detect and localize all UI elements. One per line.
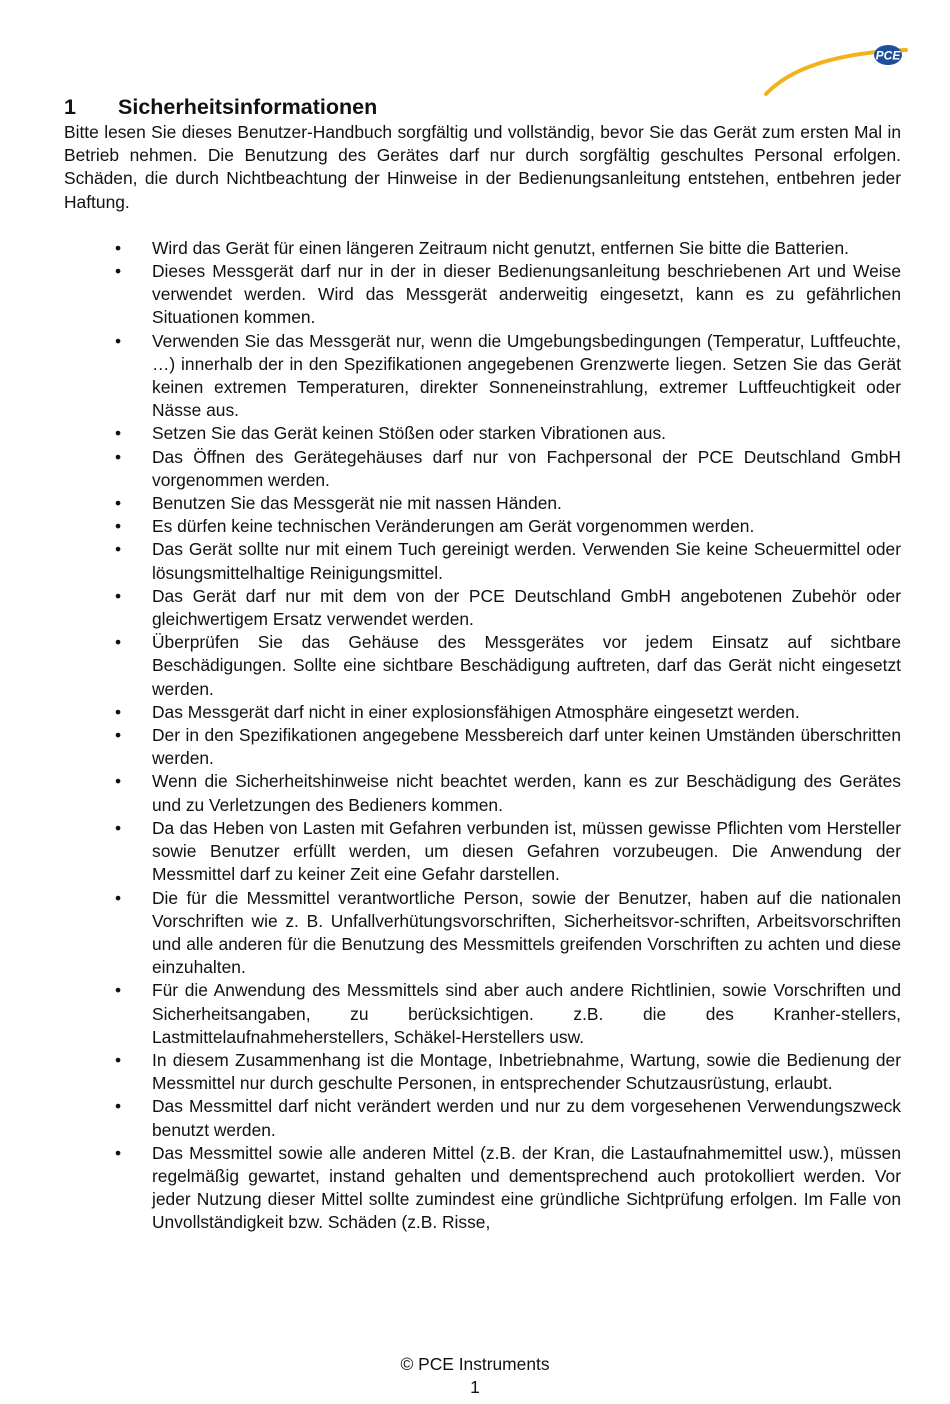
bullet-marker: •: [114, 632, 122, 653]
list-item-text: Die für die Messmittel verantwortliche Person, sowie der Benutzer, haben auf die nationalen Vorschriften wie z. B. Unfallverhütungsvorschriften, Sicherheitsvor-schriften, Arbeitsvorschriften und alle anderen für die Benutzung des Messmittels greifenden Vorschriften zu achten und diese einzuhalten.: [152, 887, 901, 978]
list-item-text: Das Messgerät darf nicht in einer explosionsfähigen Atmosphäre eingesetzt werden.: [152, 701, 800, 722]
logo-text: PCE: [875, 48, 901, 63]
list-item: [64, 260, 901, 330]
list-item: [64, 887, 901, 980]
bullet-marker: •: [114, 725, 122, 746]
page-number: 1: [470, 1377, 480, 1397]
list-item-text: Dieses Messgerät darf nur in der in dieser Bedienungsanleitung beschriebenen Art und Weise verwendet werden. Wird das Messgerät anderweitig eingesetzt, kann es zu gefährlichen Situationen kommen.: [152, 261, 901, 328]
bullet-marker: •: [114, 539, 122, 560]
section-heading: [64, 94, 901, 121]
intro-paragraph: Bitte lesen Sie dieses Benutzer-Handbuch sorgfältig und vollständig, bevor Sie das Gerät zum ersten Mal in Betrieb nehmen. Die Benutzung des Gerätes darf nur durch sorgfältig geschultes Personal erfolgen. Schäden, die durch Nichtbeachtung der Hinweise in der Bedienungsanleitung entstehen, entbehren jeder Haftung.: [64, 122, 901, 212]
list-item: [64, 1095, 901, 1141]
list-item-text: Benutzen Sie das Messgerät nie mit nassen Händen.: [152, 493, 562, 514]
bullet-marker: •: [114, 261, 122, 282]
bullet-marker: •: [114, 330, 122, 351]
bullet-marker: •: [114, 423, 122, 444]
page-content: [64, 94, 901, 1235]
footer-copyright: © PCE Instruments: [400, 1354, 550, 1374]
list-item-text: Der in den Spezifikationen angegebene Messbereich darf unter keinen Umständen überschritten werden.: [152, 725, 901, 769]
list-item: [64, 1142, 901, 1235]
list-item: [64, 817, 901, 887]
list-item: [64, 422, 901, 445]
list-item-text: Für die Anwendung des Messmittels sind aber auch andere Richtlinien, sowie Vorschriften und Sicherheitsangaben, zu berücksichtigen. z.B. die des Kranher-stellers, Lastmittelaufnahmeherstellers, Schäkel-Herstellers usw.: [152, 980, 901, 1047]
list-item: [64, 330, 901, 423]
list-item-text: Überprüfen Sie das Gehäuse des Messgerätes vor jedem Einsatz auf sichtbare Beschädigungen. Sollte eine sichtbare Beschädigung auftreten, darf das Gerät nicht eingesetzt werden.: [152, 632, 901, 699]
list-item-text: Das Gerät sollte nur mit einem Tuch gereinigt werden. Verwenden Sie keine Scheuermittel oder lösungsmittelhaltige Reinigungsmittel.: [152, 539, 901, 583]
list-item-text: Wenn die Sicherheitshinweise nicht beachtet werden, kann es zur Beschädigung des Gerätes und zu Verletzungen des Bedieners kommen.: [152, 771, 901, 815]
pce-logo: [760, 40, 910, 100]
bullet-marker: •: [114, 585, 122, 606]
section-title: Sicherheitsinformationen: [118, 95, 378, 119]
bullet-marker: •: [114, 237, 122, 258]
list-item: [64, 631, 901, 701]
list-item: [64, 724, 901, 770]
bullet-marker: •: [114, 516, 122, 537]
list-item-text: Setzen Sie das Gerät keinen Stößen oder starken Vibrationen aus.: [152, 423, 666, 444]
list-item-text: Das Öffnen des Gerätegehäuses darf nur von Fachpersonal der PCE Deutschland GmbH vorgenommen werden.: [152, 446, 901, 490]
bullet-marker: •: [114, 701, 122, 722]
bullet-marker: •: [114, 771, 122, 792]
list-item: [64, 1049, 901, 1095]
bullet-marker: •: [114, 493, 122, 514]
list-item: [64, 979, 901, 1049]
list-item-text: Verwenden Sie das Messgerät nur, wenn die Umgebungsbedingungen (Temperatur, Luftfeuchte, …) innerhalb der in den Spezifikationen angegebenen Grenzwerte liegen. Setzen Sie das Gerät keinen extremen Temperaturen, direkter Sonneneinstrahlung, extremer Luftfeuchtigkeit oder Nässe aus.: [152, 330, 901, 421]
list-item-text: Das Gerät darf nur mit dem von der PCE Deutschland GmbH angebotenen Zubehör oder gleichwertigem Ersatz verwendet werden.: [152, 585, 901, 630]
list-item-text: Wird das Gerät für einen längeren Zeitraum nicht genutzt, entfernen Sie bitte die Batterien.: [152, 237, 849, 258]
bullet-marker: •: [114, 980, 122, 1001]
list-item: [64, 701, 901, 724]
list-item-text: Das Messmittel darf nicht verändert werden und nur zu dem vorgesehenen Verwendungszweck benutzt werden.: [152, 1096, 901, 1140]
bullet-marker: •: [114, 446, 122, 467]
list-item: [64, 585, 901, 631]
bullet-marker: •: [114, 1142, 122, 1163]
list-item: [64, 515, 901, 538]
list-item-text: Da das Heben von Lasten mit Gefahren verbunden ist, müssen gewisse Pflichten vom Hersteller sowie Benutzer erfüllt werden, um diesen Gefahren vorzubeugen. Die Anwendung der Messmittel darf zu keiner Zeit eine Gefahr darstellen.: [152, 817, 901, 885]
list-item: [64, 237, 901, 260]
list-item: [64, 770, 901, 816]
list-item-text: Es dürfen keine technischen Veränderungen am Gerät vorgenommen werden.: [152, 516, 755, 537]
bullet-marker: •: [114, 887, 122, 908]
list-item-text: In diesem Zusammenhang ist die Montage, Inbetriebnahme, Wartung, sowie die Bedienung der Messmittel nur durch geschulte Personen, in entsprechender Schutzausrüstung, erlaubt.: [152, 1049, 901, 1094]
bullet-marker: •: [114, 1096, 122, 1117]
list-item-text: Das Messmittel sowie alle anderen Mittel (z.B. der Kran, die Lastaufnahmemittel usw.), müssen regelmäßig gewartet, instand gehalten und dementsprechend auch protokolliert werden. Vor jeder Nutzung dieser Mittel sollte zumindest eine gründliche Sichtprüfung erfolgen. Im Falle von Unvollständigkeit bzw. Schäden (z.B. Risse,: [152, 1142, 901, 1233]
safety-list: [64, 237, 901, 1235]
list-item: [64, 538, 901, 584]
page-footer: [0, 1353, 950, 1399]
list-item: [64, 492, 901, 515]
bullet-marker: •: [114, 1049, 122, 1070]
list-item: [64, 446, 901, 492]
bullet-marker: •: [114, 817, 122, 838]
section-number: 1: [64, 95, 76, 119]
